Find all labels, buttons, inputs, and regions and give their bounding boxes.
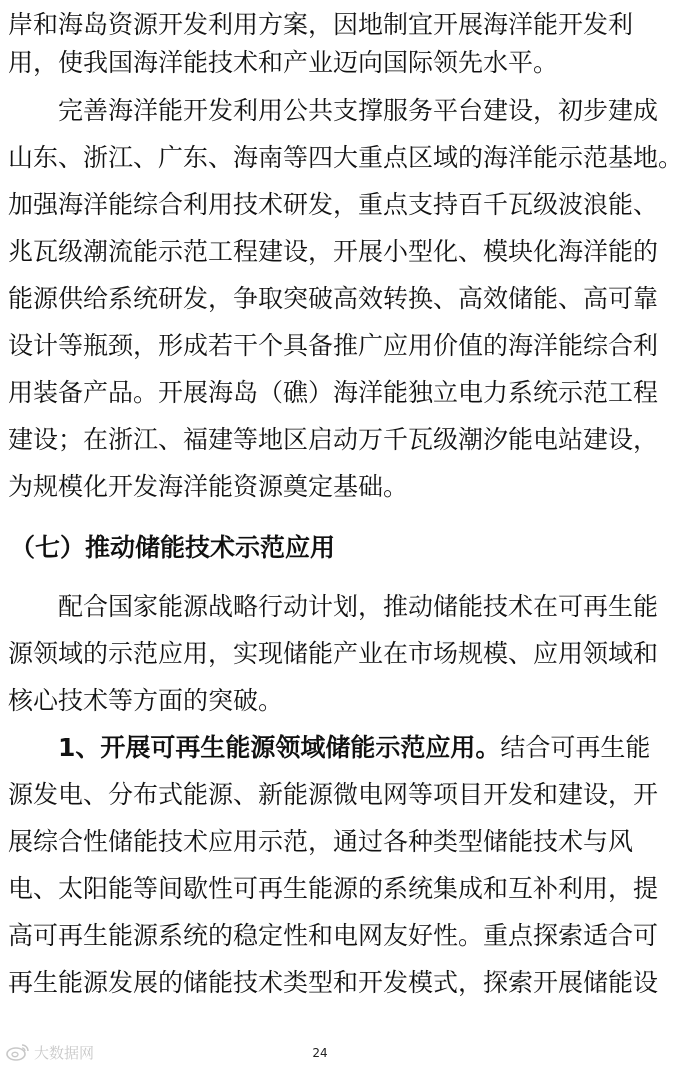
paragraph-line: 能源供给系统研发，争取突破高效转换、高效储能、高可靠 (8, 284, 659, 313)
paragraph-line: 核心技术等方面的突破。 (8, 686, 284, 715)
paragraph-line: 配合国家能源战略行动计划，推动储能技术在可再生能 (8, 592, 659, 621)
paragraph-line: 再生能源发展的储能技术类型和开发模式，探索开展储能设 (8, 968, 659, 997)
paragraph-line: 为规模化开发海洋能资源奠定基础。 (8, 472, 409, 501)
paragraph-line: 源领域的示范应用，实现储能产业在市场规模、应用领域和 (8, 639, 659, 668)
paragraph-line: 岸和海岛资源开发利用方案，因地制宜开展海洋能开发利 (8, 10, 634, 39)
watermark-text: 大数据网 (34, 1043, 95, 1062)
page-number: 24 (312, 1046, 328, 1060)
paragraph-line: 高可再生能源系统的稳定性和电网友好性。重点探索适合可 (8, 921, 659, 950)
paragraph-text: 结合可再生能 (500, 733, 651, 762)
paragraph-line: 用装备产品。开展海岛（礁）海洋能独立电力系统示范工程 (8, 378, 659, 407)
paragraph-line (8, 731, 651, 765)
paragraph-line: 电、太阳能等间歇性可再生能源的系统集成和互补利用，提 (8, 874, 659, 903)
paragraph-line: 建设；在浙江、福建等地区启动万千瓦级潮汐能电站建设， (8, 425, 659, 454)
paragraph-line: 展综合性储能技术应用示范，通过各种类型储能技术与风 (8, 827, 634, 856)
paragraph-line: 完善海洋能开发利用公共支撑服务平台建设，初步建成 (8, 96, 659, 125)
paragraph-line: 兆瓦级潮流能示范工程建设，开展小型化、模块化海洋能的 (8, 237, 659, 266)
paragraph-line: 源发电、分布式能源、新能源微电网等项目开发和建设，开 (8, 780, 659, 809)
paragraph-line: 山东、浙江、广东、海南等四大重点区域的海洋能示范基地。 (8, 143, 683, 172)
paragraph-line: 设计等瓶颈，形成若干个具备推广应用价值的海洋能综合利 (8, 331, 659, 360)
paragraph-line: 加强海洋能综合利用技术研发，重点支持百千瓦级波浪能、 (8, 190, 659, 219)
subsection-heading: 1、开展可再生能源领域储能示范应用。 (8, 733, 501, 762)
section-heading: （七）推动储能技术示范应用 (10, 533, 336, 562)
paragraph-line: 用，使我国海洋能技术和产业迈向国际领先水平。 (8, 48, 559, 77)
